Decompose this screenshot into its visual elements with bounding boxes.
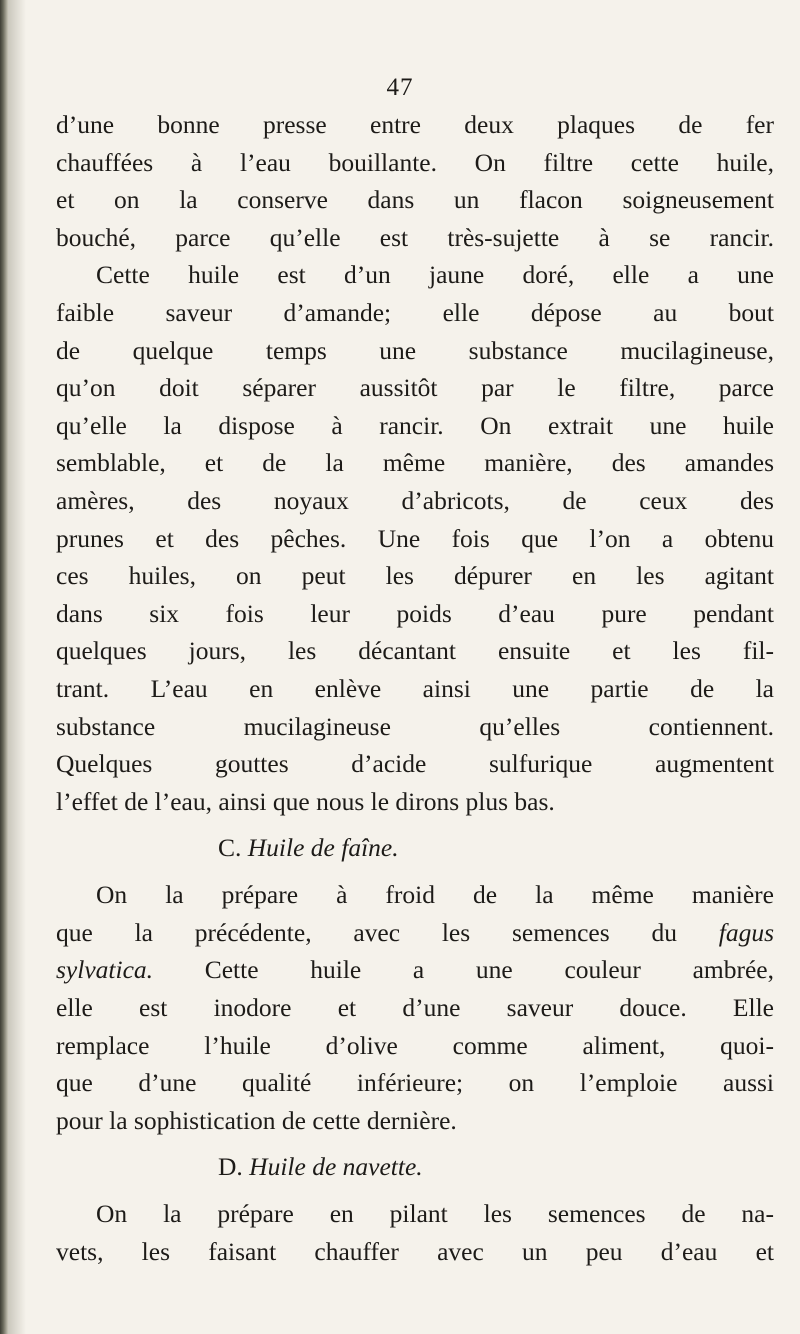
text-line: On la prépare en pilant les semences de na- (96, 1199, 774, 1229)
text-line: quelques jours, les décantant ensuite et les fil- (56, 636, 774, 666)
section-title: Huile de faîne. (247, 833, 399, 863)
text-line: substance mucilagineuse qu’elles contiennent. (56, 711, 774, 741)
section-heading-c (56, 820, 774, 876)
text-line: Quelques gouttes d’acide sulfurique augmentent (56, 749, 774, 779)
text-segment: que la précédente, avec les semences du (56, 917, 677, 947)
text-line: chauffées à l’eau bouillante. On filtre cette huile, (56, 147, 774, 177)
text-line: amères, des noyaux d’abricots, de ceux des (56, 485, 774, 515)
paragraph-3 (56, 876, 774, 1139)
text-line: semblable, et de la même manière, des amandes (56, 448, 774, 478)
text-line: qu’elle la dispose à rancir. On extrait une huile (56, 410, 774, 440)
section-title: Huile de navette. (249, 1152, 423, 1182)
text-line: elle est inodore et d’une saveur douce. Elle (56, 993, 774, 1023)
text-line: de quelque temps une substance mucilagineuse, (56, 335, 774, 365)
section-letter: C. (218, 833, 242, 863)
latin-name: sylvatica. (56, 955, 154, 985)
paragraph-4 (56, 1195, 774, 1270)
text-line (56, 951, 774, 989)
text-line: pour la sophistication de cette dernière. (56, 1105, 457, 1135)
text-block (56, 106, 774, 1271)
text-line: Cette huile est d’un jaune doré, elle a une (96, 260, 774, 290)
text-segment: Cette huile a une couleur ambrée, (204, 955, 775, 985)
text-line: remplace l’huile d’olive comme aliment, quoi- (56, 1030, 774, 1060)
binding-edge (0, 0, 8, 1334)
text-line: dans six fois leur poids d’eau pure pendant (56, 598, 774, 628)
text-line (56, 914, 774, 952)
text-line: et on la conserve dans un flacon soigneusement (56, 185, 774, 215)
text-line: trant. L’eau en enlève ainsi une partie de la (56, 673, 774, 703)
text-line: qu’on doit séparer aussitôt par le filtre, parce (56, 373, 774, 403)
text-line: bouché, parce qu’elle est très-sujette à se rancir. (56, 222, 774, 252)
section-letter: D. (218, 1152, 243, 1182)
section-heading-d (56, 1139, 774, 1195)
latin-name: fagus (718, 917, 775, 947)
text-line: d’une bonne presse entre deux plaques de fer (56, 110, 774, 139)
paragraph-2 (56, 256, 774, 820)
text-line: que d’une qualité inférieure; on l’emploie aussi (56, 1068, 774, 1098)
text-line: faible saveur d’amande; elle dépose au bout (56, 297, 774, 327)
page-number: 47 (386, 74, 414, 101)
paragraph-1 (56, 106, 774, 256)
text-line: On la prépare à froid de la même manière (96, 880, 774, 910)
text-line: vets, les faisant chauffer avec un peu d’eau et (56, 1237, 774, 1267)
text-line: l’effet de l’eau, ainsi que nous le dirons plus bas. (56, 786, 555, 816)
text-line: ces huiles, on peut les dépurer en les agitant (56, 561, 774, 591)
binding-shadow (8, 0, 26, 1334)
text-line: prunes et des pêches. Une fois que l’on a obtenu (56, 523, 774, 553)
